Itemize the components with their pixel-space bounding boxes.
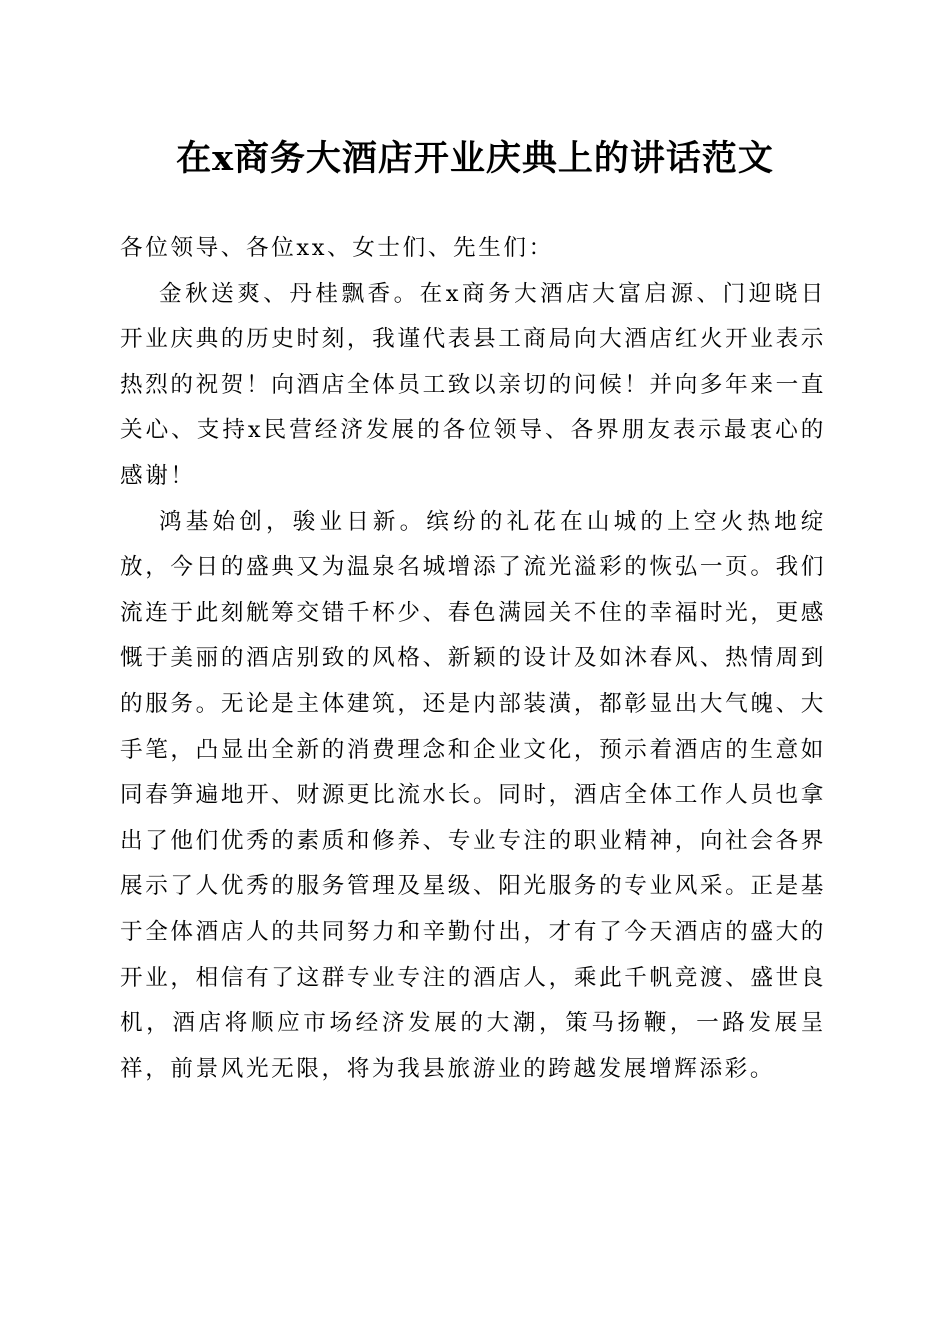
document-body <box>120 226 826 1092</box>
paragraph-1: 金秋送爽、丹桂飘香。在x商务大酒店大富启源、门迎晓日开业庆典的历史时刻，我谨代表县工商局向大酒店红火开业表示热烈的祝贺！向酒店全体员工致以亲切的问候！并向多年来一直关心、支持x民营经济发展的各位领导、各界朋友表示最衷心的感谢！ <box>120 280 826 489</box>
document-title: 在x商务大酒店开业庆典上的讲话范文 <box>176 138 774 179</box>
paragraph-2: 鸿基始创，骏业日新。缤纷的礼花在山城的上空火热地绽放，今日的盛典又为温泉名城增添了流光溢彩的恢弘一页。我们流连于此刻觥筹交错千杯少、春色满园关不住的幸福时光，更感慨于美丽的酒店别致的风格、新颖的设计及如沐春风、热情周到的服务。无论是主体建筑，还是内部装潢，都彰显出大气魄、大手笔，凸显出全新的消费理念和企业文化，预示着酒店的生意如同春笋遍地开、财源更比流水长。同时，酒店全体工作人员也拿出了他们优秀的素质和修养、专业专注的职业精神，向社会各界展示了人优秀的服务管理及星级、阳光服务的专业风采。正是基于全体酒店人的共同努力和辛勤付出，才有了今天酒店的盛大的开业，相信有了这群专业专注的酒店人，乘此千帆竞渡、盛世良机，酒店将顺应市场经济发展的大潮，策马扬鞭，一路发展呈祥，前景风光无限，将为我县旅游业的跨越发展增辉添彩。 <box>120 508 826 1082</box>
salutation: 各位领导、各位xx、女士们、先生们： <box>120 235 554 261</box>
